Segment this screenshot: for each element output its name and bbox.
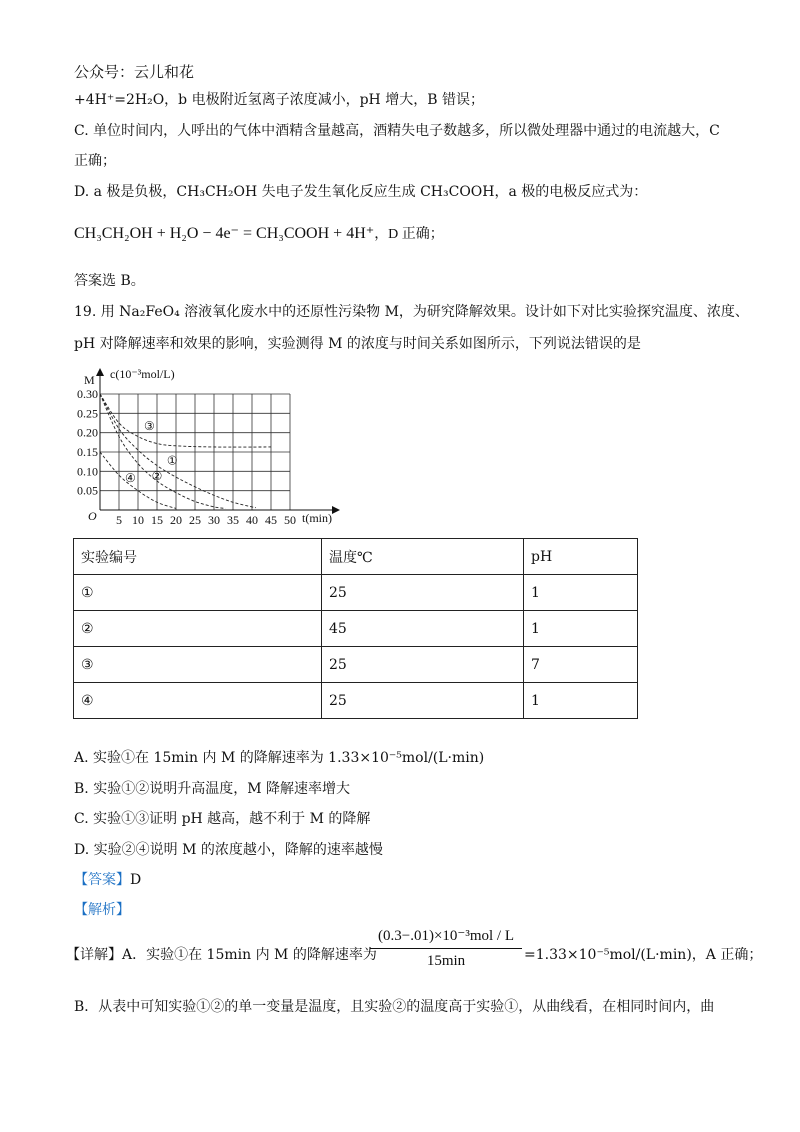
option-d: D. 实验②④说明 M 的浓度越小，降解的速率越慢 bbox=[74, 842, 383, 858]
detail-post: =1.33×10⁻⁵mol/(L·min)，A 正确； bbox=[524, 947, 763, 963]
table-cell: 7 bbox=[524, 647, 638, 683]
table-row bbox=[74, 575, 638, 611]
y-tick-label: 0.15 bbox=[77, 445, 98, 459]
table-header-row bbox=[74, 539, 638, 575]
electrode-equation: CH₃CH₂OH + H₂O − 4e⁻ = CH₃COOH + 4H⁺ bbox=[74, 225, 375, 242]
x-tick-label: 30 bbox=[208, 513, 220, 527]
fraction-numerator: (0.3−.01)×10⁻³mol / L bbox=[378, 928, 514, 944]
x-tick-label: 35 bbox=[227, 513, 239, 527]
table-row bbox=[74, 611, 638, 647]
text-line-3: 正确； bbox=[74, 153, 116, 169]
series-label: ② bbox=[151, 469, 163, 484]
text-line-4: D. a 极是负极，CH₃CH₂OH 失电子发生氧化反应生成 CH₃COOH，a 极的电极反应式为： bbox=[74, 184, 648, 200]
text-line-6: 答案选 B。 bbox=[74, 273, 145, 289]
x-tick-label: 10 bbox=[132, 513, 144, 527]
series-curve bbox=[100, 394, 271, 447]
text-line-2: C. 单位时间内，人呼出的气体中酒精含量越高，酒精失电子数越多，所以微处理器中通过的电流越大，C bbox=[74, 123, 720, 139]
detail-line-a bbox=[66, 945, 377, 965]
y-axis-label: c(10⁻³mol/L) bbox=[110, 367, 175, 381]
x-tick-label: 5 bbox=[116, 513, 122, 527]
table-cell: ④ bbox=[74, 683, 322, 719]
table-cell: 25 bbox=[322, 683, 524, 719]
answer-value: D bbox=[130, 872, 142, 888]
equation-row bbox=[74, 224, 444, 245]
account-label: 公众号：云儿和花 bbox=[74, 63, 195, 81]
table-cell: 1 bbox=[524, 683, 638, 719]
experiment-table bbox=[73, 538, 638, 719]
table-cell: ① bbox=[74, 575, 322, 611]
series-label: ③ bbox=[144, 418, 155, 433]
question-19-line-1: 19. 用 Na₂FeO₄ 溶液氧化废水中的还原性污染物 M，为研究降解效果。设计如下对比实验探究温度、浓度、 bbox=[74, 304, 749, 320]
chart-grid bbox=[100, 394, 290, 510]
equation-tail: ，D 正确； bbox=[374, 227, 444, 242]
answer-line bbox=[74, 870, 141, 890]
series-label: ① bbox=[166, 453, 178, 468]
table-cell: pH bbox=[524, 539, 638, 575]
y-tick-label: 0.25 bbox=[77, 406, 98, 421]
table-cell: ③ bbox=[74, 647, 322, 683]
detail-tag: 【详解】 bbox=[66, 947, 122, 963]
y-tick-label: 0.05 bbox=[77, 483, 98, 498]
x-axis-arrow bbox=[332, 506, 340, 514]
x-tick-label: 15 bbox=[151, 513, 163, 527]
y-tick-label: 0.30 bbox=[77, 387, 98, 401]
analysis-tag: 【解析】 bbox=[74, 902, 130, 918]
table-cell: 1 bbox=[524, 611, 638, 647]
y-axis-arrow bbox=[96, 368, 104, 376]
x-axis-label: t(min) bbox=[302, 511, 332, 525]
table-cell: 1 bbox=[524, 575, 638, 611]
table-cell: 25 bbox=[322, 647, 524, 683]
answer-tag: 【答案】 bbox=[74, 872, 130, 888]
x-tick-label: 25 bbox=[189, 513, 201, 527]
table-cell: 45 bbox=[322, 611, 524, 647]
series-label: ④ bbox=[125, 471, 136, 486]
detail-line-b: B．从表中可知实验①②的单一变量是温度，且实验②的温度高于实验①，从曲线看，在相同时间内，曲 bbox=[74, 999, 715, 1015]
option-b: B. 实验①②说明升高温度，M 降解速率增大 bbox=[74, 781, 350, 797]
table-row bbox=[74, 683, 638, 719]
table-cell: 温度℃ bbox=[322, 539, 524, 575]
y-tick-label: 0.10 bbox=[77, 464, 98, 479]
option-c: C. 实验①③证明 pH 越高，越不利于 M 的降解 bbox=[74, 811, 371, 827]
origin-label: O bbox=[88, 509, 97, 523]
table-cell: 25 bbox=[322, 575, 524, 611]
text-line-1: +4H⁺=2H₂O，b 电极附近氢离子浓度减小，pH 增大，B 错误； bbox=[74, 92, 484, 108]
x-tick-label: 45 bbox=[265, 513, 277, 527]
x-tick-label: 50 bbox=[284, 513, 296, 527]
x-tick-label: 40 bbox=[246, 513, 258, 527]
x-tick-label: 20 bbox=[170, 513, 182, 527]
y-tick-label: 0.20 bbox=[77, 425, 98, 440]
chart-axes bbox=[96, 368, 340, 514]
detail-pre: A．实验①在 15min 内 M 的降解速率为 bbox=[122, 947, 377, 963]
table-row bbox=[74, 647, 638, 683]
concentration-time-chart bbox=[70, 364, 360, 530]
table-cell: 实验编号 bbox=[74, 539, 322, 575]
option-a: A. 实验①在 15min 内 M 的降解速率为 1.33×10⁻⁵mol/(L·min) bbox=[74, 750, 485, 766]
rate-fraction bbox=[370, 924, 522, 973]
fraction-denominator: 15min bbox=[426, 953, 466, 969]
question-19-line-2: pH 对降解速率和效果的影响，实验测得 M 的浓度与时间关系如图所示，下列说法错误的是 bbox=[74, 336, 641, 352]
y-axis-symbol: M bbox=[84, 373, 95, 387]
table-cell: ② bbox=[74, 611, 322, 647]
